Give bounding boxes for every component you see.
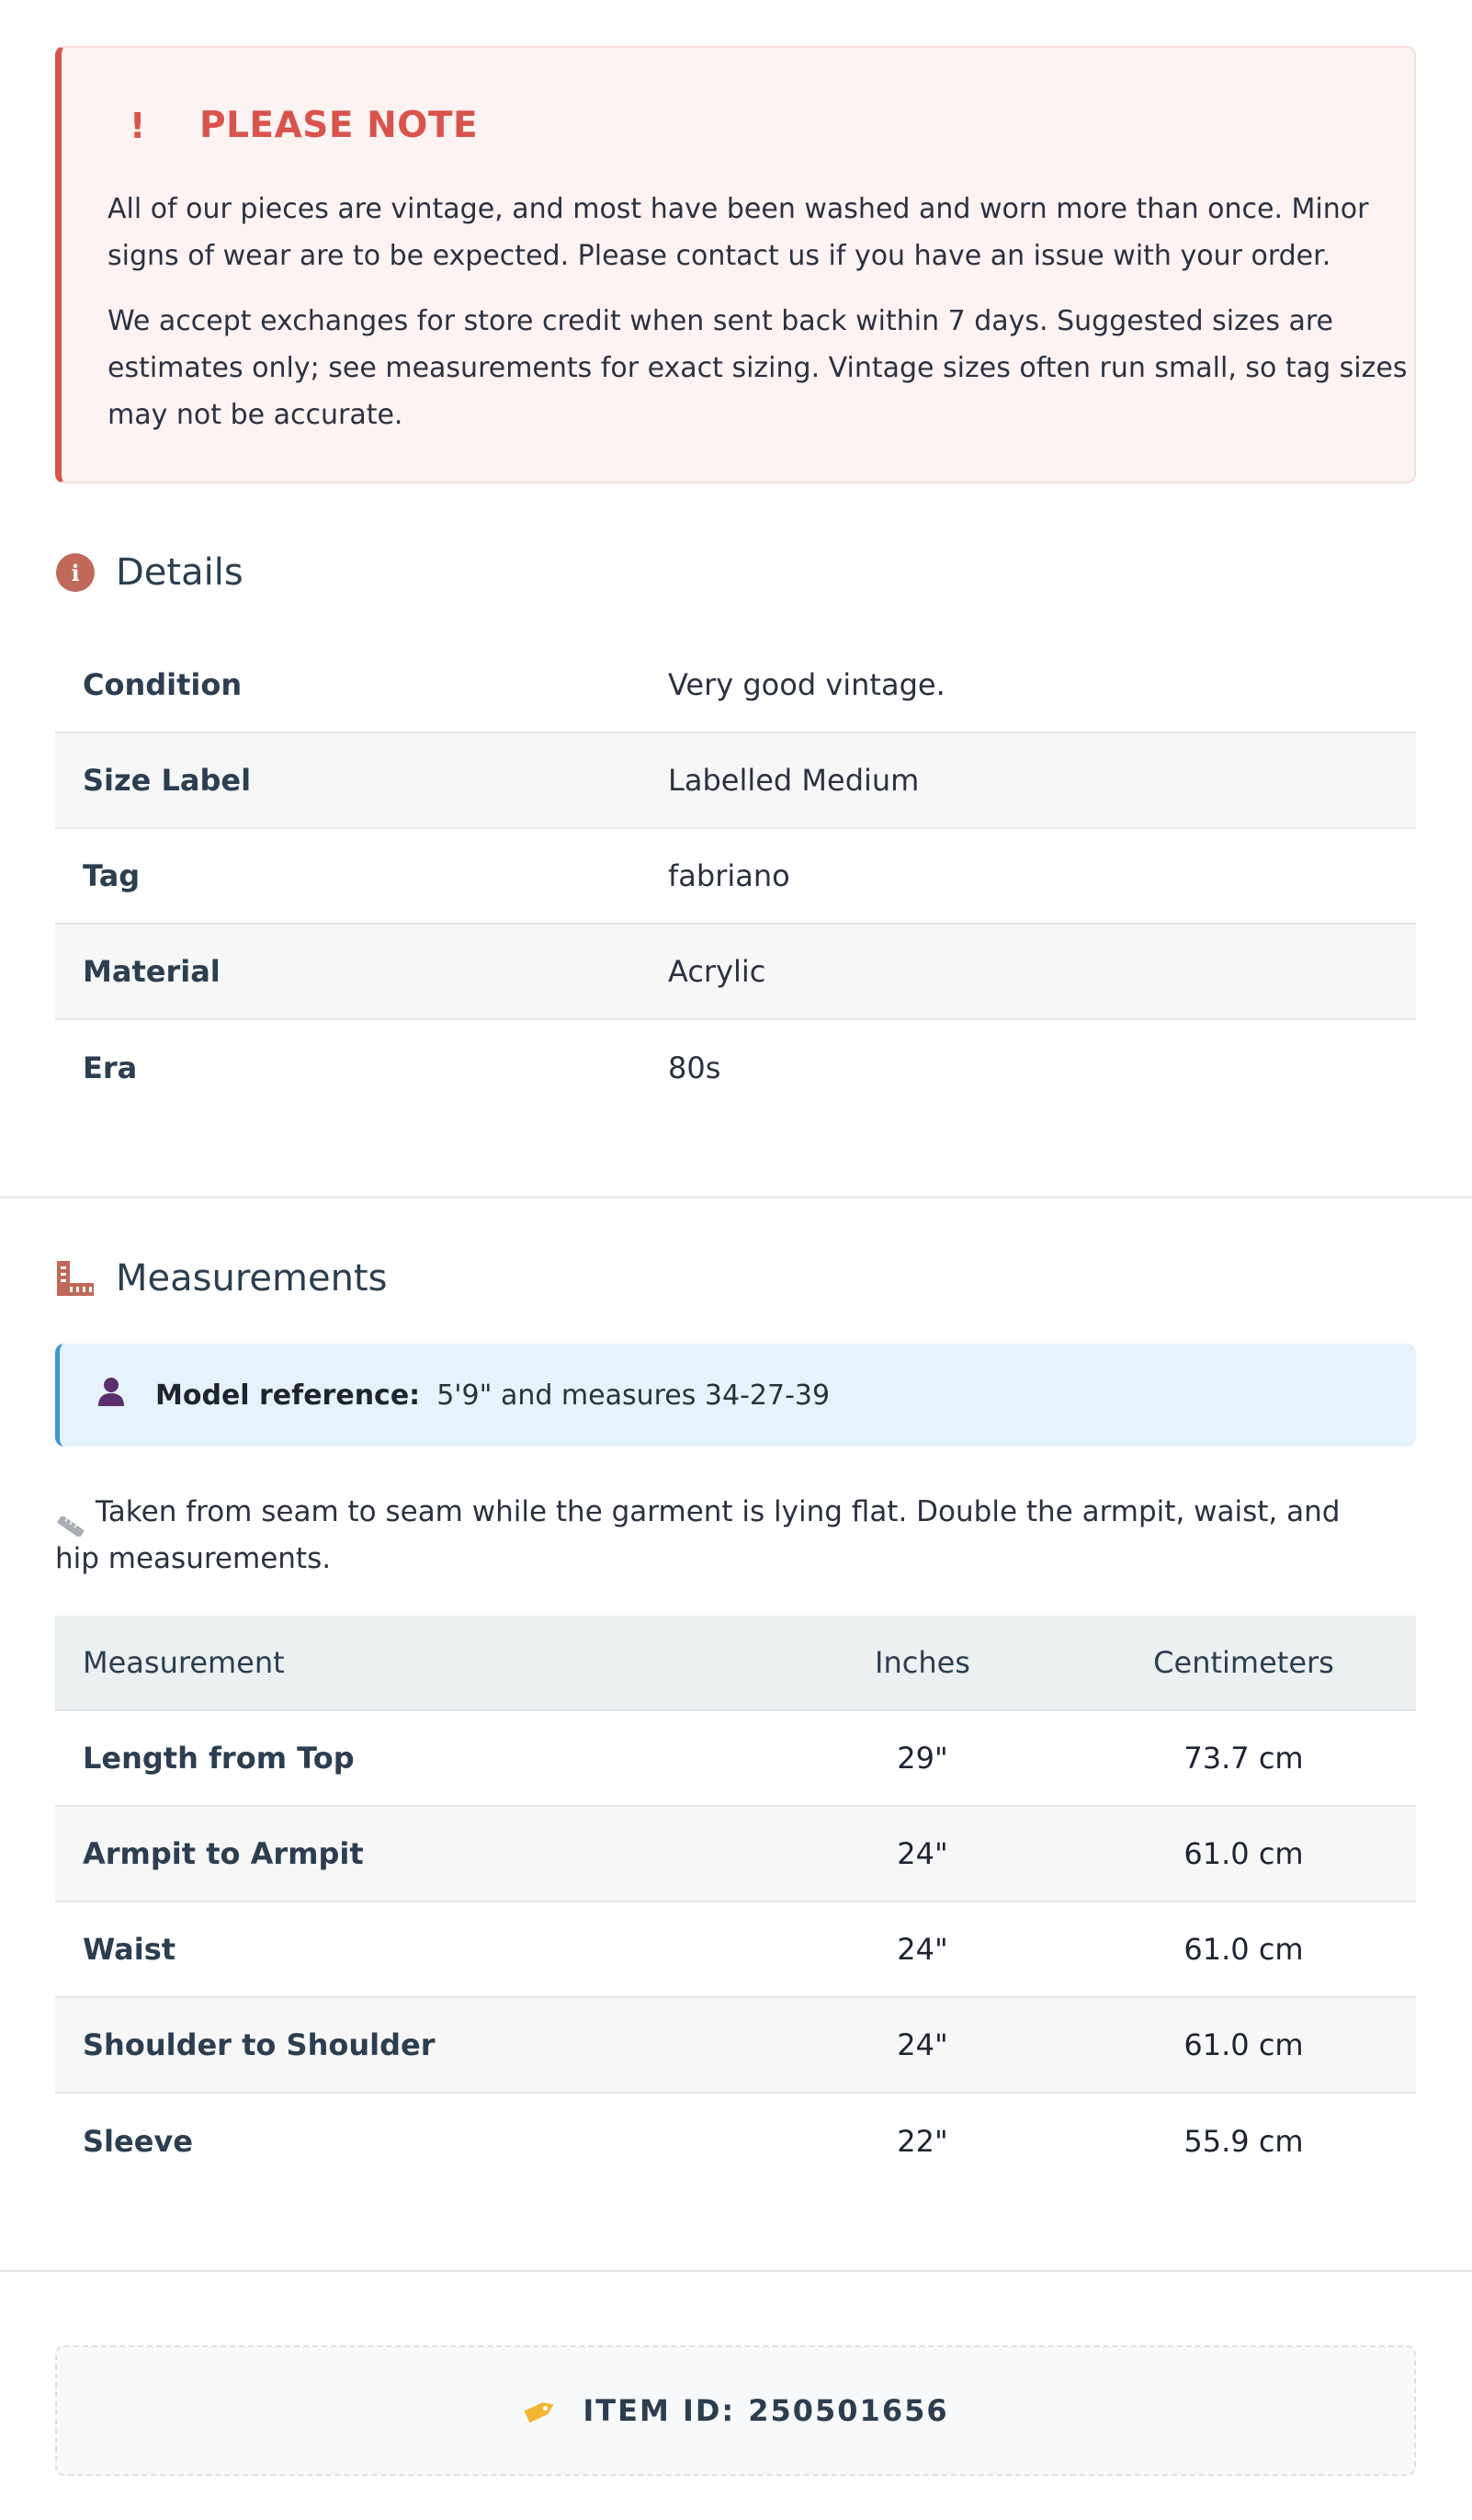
header-centimeters: Centimeters: [1153, 1645, 1334, 1680]
details-heading: [55, 551, 243, 594]
model-reference-box: [55, 1344, 1416, 1447]
info-icon: i: [55, 552, 96, 593]
details-row: [55, 829, 1416, 925]
details-title: Details: [116, 551, 243, 594]
notice-body: [108, 186, 1431, 438]
measurement-cm: 61.0 cm: [1183, 2027, 1304, 2062]
table-header: [55, 1616, 1416, 1711]
details-label: Condition: [83, 667, 243, 702]
measurement-name: Sleeve: [83, 2124, 193, 2159]
measurement-inches: 29": [897, 1741, 948, 1776]
measurement-name: Armpit to Armpit: [83, 1836, 364, 1871]
measurements-table: [55, 1616, 1416, 2189]
table-row: [55, 2094, 1416, 2189]
notice-title: PLEASE NOTE: [199, 105, 479, 146]
item-id-label: ITEM ID:: [583, 2393, 736, 2428]
table-row: [55, 1711, 1416, 1807]
tag-icon: [522, 2395, 559, 2426]
details-value: 80s: [668, 1050, 721, 1085]
details-value: Very good vintage.: [668, 667, 945, 702]
section-divider: [0, 2270, 1472, 2272]
model-reference-label: Model reference:: [155, 1379, 421, 1412]
item-id-box: [55, 2345, 1416, 2476]
model-reference-value: 5'9" and measures 34-27-39: [436, 1379, 831, 1412]
details-value: Labelled Medium: [668, 763, 920, 798]
details-label: Material: [83, 954, 221, 989]
details-row: [55, 733, 1416, 829]
header-inches: Inches: [875, 1645, 970, 1680]
measurement-inches: 24": [897, 2027, 948, 2062]
measurement-inches: 24": [897, 1836, 948, 1871]
measurement-note: [55, 1489, 1378, 1583]
table-row: [55, 1998, 1416, 2094]
measurement-name: Shoulder to Shoulder: [83, 2027, 436, 2062]
measurement-inches: 22": [897, 2124, 948, 2159]
details-value: fabriano: [668, 858, 790, 893]
measurement-cm: 61.0 cm: [1183, 1932, 1304, 1967]
measurement-inches: 24": [897, 1932, 948, 1967]
details-table: [55, 638, 1416, 1116]
measurement-cm: 55.9 cm: [1183, 2124, 1304, 2159]
measurements-title: Measurements: [116, 1257, 388, 1300]
measurement-cm: 61.0 cm: [1183, 1836, 1304, 1871]
item-id-value: 250501656: [748, 2393, 949, 2428]
exclamation-icon: !: [130, 105, 146, 146]
details-label: Era: [83, 1050, 138, 1085]
details-value: Acrylic: [668, 954, 766, 989]
measurements-heading: [55, 1257, 387, 1300]
measurement-name: Waist: [83, 1932, 176, 1967]
person-icon: [96, 1375, 126, 1415]
details-row: [55, 638, 1416, 733]
measurement-cm: 73.7 cm: [1183, 1741, 1304, 1776]
notice-box: [55, 46, 1416, 483]
details-label: Tag: [83, 858, 141, 893]
details-row: [55, 925, 1416, 1020]
measurement-name: Length from Top: [83, 1741, 355, 1776]
notice-paragraph: We accept exchanges for store credit when sent back within 7 days. Suggested sizes are estimates only; see measurements for exact sizing. Vintage sizes often run small, so tag sizes may not be accurate.: [108, 305, 1408, 431]
section-divider: [0, 1197, 1472, 1198]
details-row: [55, 1020, 1416, 1116]
measurement-note-text: Taken from seam to seam while the garment is lying flat. Double the armpit, waist, and hip measurements.: [55, 1495, 1341, 1575]
notice-header: [122, 105, 478, 146]
straight-ruler-icon: [55, 1504, 86, 1523]
notice-paragraph: All of our pieces are vintage, and most have been washed and worn more than once. Minor signs of wear are to be expected. Please contact us if you have an issue with your order.: [108, 193, 1369, 272]
header-measurement: Measurement: [83, 1645, 285, 1680]
table-row: [55, 1902, 1416, 1998]
ruler-icon: [55, 1258, 96, 1299]
details-label: Size Label: [83, 763, 252, 798]
table-row: [55, 1807, 1416, 1902]
